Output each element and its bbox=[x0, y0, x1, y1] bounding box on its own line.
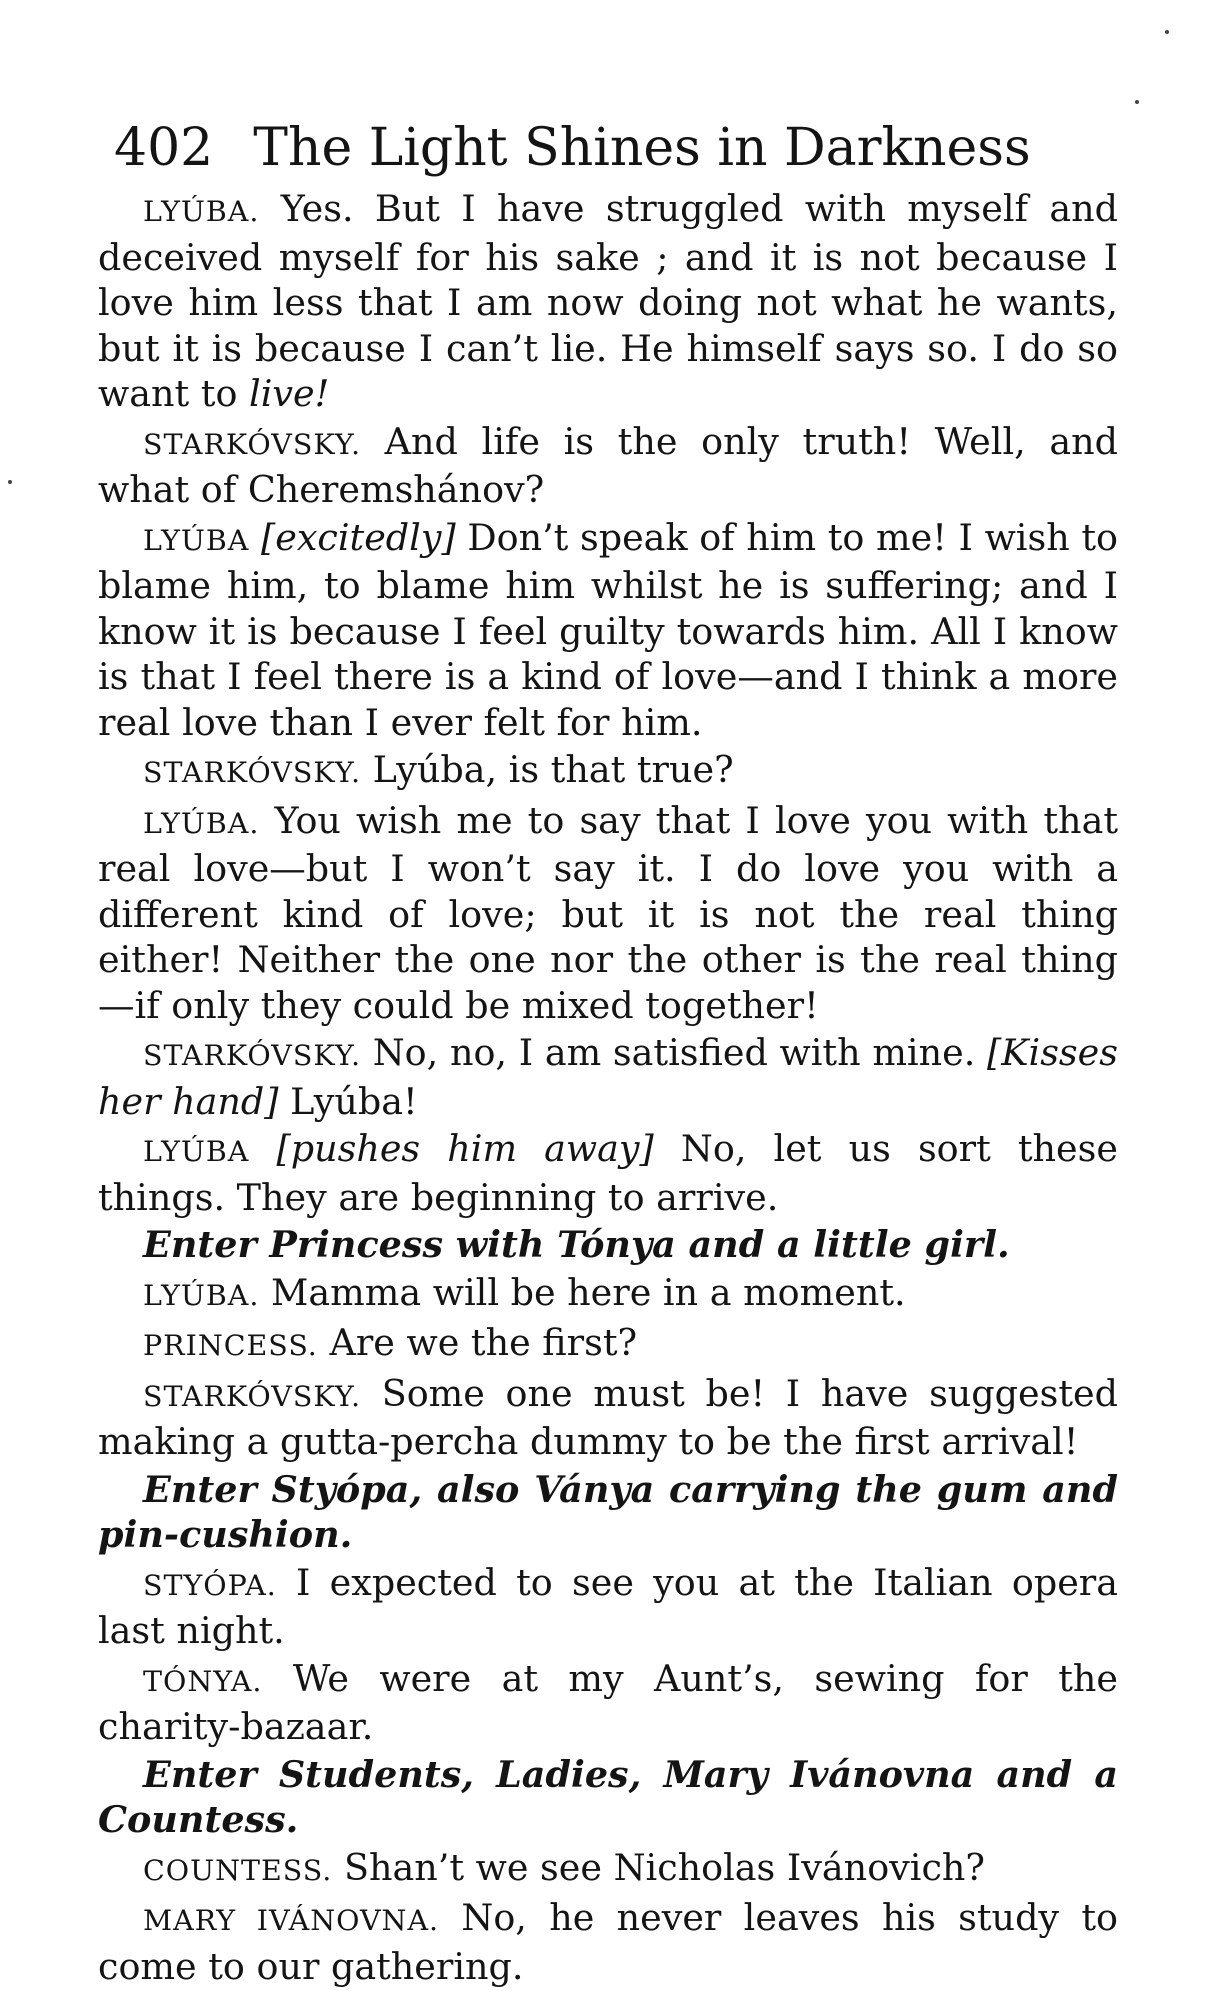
book-page bbox=[98, 118, 1118, 1991]
stage-direction: Enter Styópa, also Ványa carrying the gum and pin-cushion. bbox=[98, 1467, 1118, 1556]
dialogue-text: We were at my Aunt’s, sewing for the charity-bazaar. bbox=[98, 1656, 1118, 1748]
stage-direction-inline: [Kisses her hand] bbox=[98, 1031, 1118, 1123]
dialogue-text: No, no, I am satisfied with mine. bbox=[361, 1031, 988, 1074]
dialogue-text: Shan’t we see Nicholas Ivánovich? bbox=[332, 1845, 985, 1889]
speaker-name: STARKÓVSKY. bbox=[143, 427, 362, 461]
dialogue-text: You wish me to say that I love you with that real love—but I won’t say it. I do love you with a different kind of love; but it is not the real thing either! Neither the one nor the other is the real thing—if only they could be mixed together! bbox=[98, 798, 1118, 1027]
dialogue-text-after: Lyúba! bbox=[278, 1079, 418, 1123]
speaker-name: MARY IVÁNOVNA. bbox=[143, 1904, 440, 1937]
dialogue-paragraph bbox=[98, 419, 1118, 513]
dialogue-text: Don’t speak of him to me! I wish to blame him, to blame him whilst he is suffering; and I know it is because I feel guilty towards him. All I know is that I feel there is a kind of love—and I think a more real love than I ever felt for him. bbox=[98, 515, 1118, 744]
dialogue-paragraph bbox=[98, 1320, 1118, 1369]
dialogue-text: Yes. But I have struggled with myself and deceived myself for his sake ; and it is not because I love him less that I am now doing not what he wants, but it is because I can’t lie. He himself says so. I do so want to bbox=[98, 187, 1118, 415]
speaker-name: LYÚBA. bbox=[143, 195, 260, 228]
emphasis-text: live! bbox=[249, 372, 330, 415]
speaker-name: TÓNYA. bbox=[143, 1664, 263, 1698]
speaker-name: LYÚBA. bbox=[143, 806, 260, 840]
running-title: The Light Shines in Darkness bbox=[253, 118, 1031, 178]
speaker-name: STARKÓVSKY. bbox=[143, 756, 362, 789]
dialogue-paragraph bbox=[98, 1845, 1118, 1894]
dialogue-paragraph bbox=[98, 1270, 1118, 1319]
dialogue-paragraph bbox=[98, 747, 1118, 796]
dialogue-paragraph bbox=[98, 1560, 1118, 1654]
dialogue-paragraph bbox=[98, 798, 1118, 1029]
dialogue-text: Mamma will be here in a moment. bbox=[259, 1270, 906, 1314]
stage-direction: Enter Students, Ladies, Mary Ivánovna and a Countess. bbox=[98, 1752, 1118, 1841]
stage-direction: Enter Princess with Tónya and a little girl. bbox=[143, 1223, 1010, 1266]
dialogue-paragraph bbox=[98, 515, 1118, 746]
dialogue-text: Are we the first? bbox=[317, 1321, 638, 1364]
speaker-name: LYÚBA. bbox=[143, 1278, 260, 1312]
dialogue-text: No, he never leaves his study to come to our gathering. bbox=[98, 1896, 1118, 1988]
speaker-name: STARKÓVSKY. bbox=[143, 1379, 362, 1413]
dialogue-text: And life is the only truth! Well, and what of Cheremshánov? bbox=[98, 419, 1118, 511]
dialogue-paragraph bbox=[98, 1030, 1118, 1124]
print-speck bbox=[1135, 100, 1139, 104]
dialogue-paragraph bbox=[98, 186, 1118, 417]
stage-direction-inline: [pushes him away] bbox=[249, 1127, 654, 1170]
dialogue-text: Some one must be! I have suggested making a gutta-percha dummy to be the first arrival! bbox=[98, 1371, 1118, 1463]
dialogue-text: Lyúba, is that true? bbox=[361, 748, 734, 791]
dialogue-text: I expected to see you at the Italian opera last night. bbox=[98, 1560, 1118, 1652]
speaker-name: PRINCESS. bbox=[143, 1329, 318, 1362]
speaker-name: COUNTESS. bbox=[143, 1853, 333, 1887]
speaker-name: LYÚBA bbox=[143, 523, 250, 557]
print-speck bbox=[1165, 30, 1169, 34]
speaker-name: STYÓPA. bbox=[143, 1568, 277, 1602]
dialogue-paragraph bbox=[98, 1126, 1118, 1220]
dialogue-text: No, let us sort these things. They are beginning to arrive. bbox=[98, 1127, 1118, 1219]
dialogue-paragraph bbox=[98, 1656, 1118, 1750]
print-speck bbox=[8, 480, 12, 484]
speaker-name: LYÚBA bbox=[143, 1135, 250, 1168]
dialogue-paragraph bbox=[98, 1895, 1118, 1989]
speaker-name: STARKÓVSKY. bbox=[143, 1039, 362, 1072]
running-head bbox=[114, 118, 1118, 178]
dialogue-paragraph bbox=[98, 1371, 1118, 1465]
page-number: 402 bbox=[114, 118, 214, 178]
stage-direction-inline: [excitedly] bbox=[249, 515, 456, 559]
